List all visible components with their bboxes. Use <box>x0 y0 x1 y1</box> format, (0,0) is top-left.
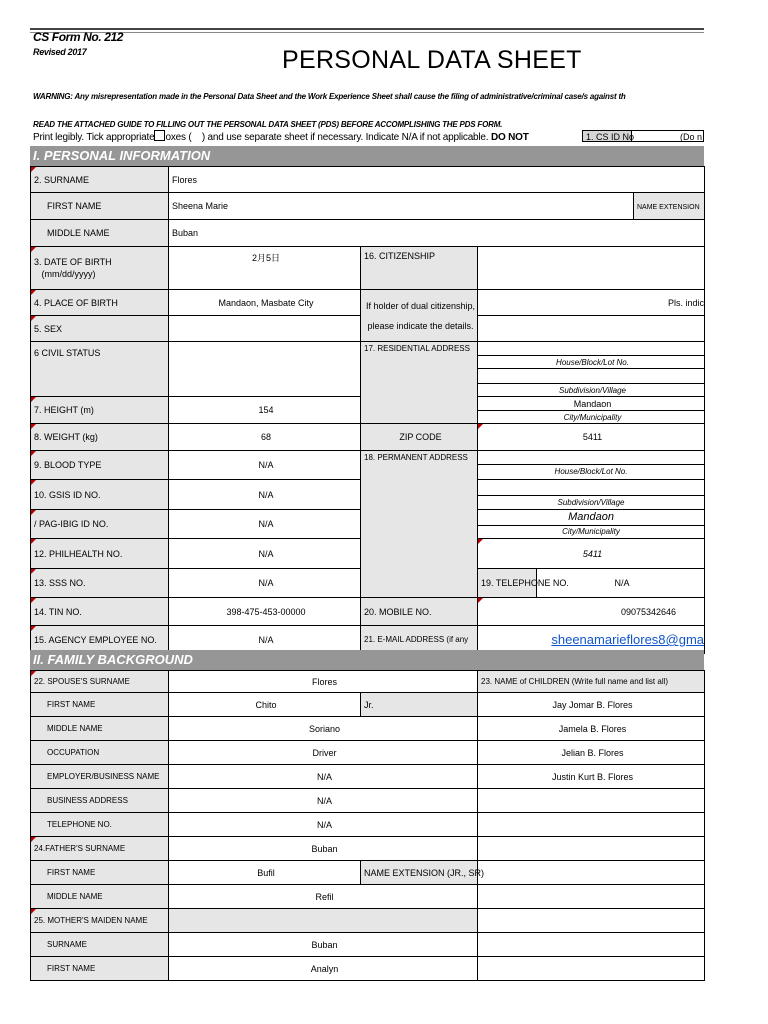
top-border <box>30 28 704 30</box>
height-value[interactable]: 154 <box>169 397 361 424</box>
child-2[interactable]: Jamela B. Flores <box>478 717 705 741</box>
spouse-middle-name-value[interactable]: Soriano <box>169 717 478 741</box>
employer-value[interactable]: N/A <box>169 765 478 789</box>
res-subdivision-value[interactable] <box>478 369 705 384</box>
dob-label-text: 3. DATE OF BIRTH <box>34 257 112 267</box>
form-number: CS Form No. 212 <box>33 30 124 44</box>
mobile-value[interactable]: 09075342646 <box>478 598 705 626</box>
blood-type-value[interactable]: N/A <box>169 451 361 480</box>
child-4[interactable]: Justin Kurt B. Flores <box>478 765 705 789</box>
read-guide-text: READ THE ATTACHED GUIDE TO FILLING OUT THE PERSONAL DATA SHEET (PDS) BEFORE ACCOMPLISHING THE PDS FORM. <box>33 120 503 129</box>
philhealth-label: 12. PHILHEALTH NO. <box>31 539 169 569</box>
citizenship-label: 16. CITIZENSHIP <box>361 247 478 290</box>
child-8[interactable] <box>478 861 705 885</box>
child-3[interactable]: Jelian B. Flores <box>478 741 705 765</box>
father-middle-name-value[interactable]: Refil <box>169 885 478 909</box>
spouse-surname-label: 22. SPOUSE'S SURNAME <box>31 671 169 693</box>
civil-status-label: 6 CIVIL STATUS <box>31 342 169 397</box>
res-zip-label: ZIP CODE <box>361 424 478 451</box>
res-zip-value[interactable]: 5411 <box>478 424 705 451</box>
mother-maiden-name-value <box>169 909 478 933</box>
name-extension-label: NAME EXTENSION <box>634 193 705 220</box>
occupation-label: OCCUPATION <box>31 741 169 765</box>
res-city-label: City/Municipality <box>478 411 705 424</box>
warning-text: WARNING: Any misrepresentation made in the Personal Data Sheet and the Work Experience Sheet shall cause the filing of administrative/criminal case/s against th <box>33 92 626 101</box>
agency-employee-value[interactable]: N/A <box>169 626 361 654</box>
mother-first-name-value[interactable]: Analyn <box>169 957 478 981</box>
sss-value[interactable]: N/A <box>169 569 361 598</box>
telephone-label: 19. TELEPHONE NO. <box>478 569 537 598</box>
child-7[interactable] <box>478 837 705 861</box>
perm-house-label: House/Block/Lot No. <box>554 467 628 476</box>
father-surname-label: 24.FATHER'S SURNAME <box>31 837 169 861</box>
res-house-value[interactable] <box>478 342 705 356</box>
sex-label: 5. SEX <box>31 316 169 342</box>
res-subdivision-label: Subdivision/Village <box>478 384 705 397</box>
child-10[interactable] <box>478 909 705 933</box>
surname-label: 2. SURNAME <box>31 167 169 193</box>
dob-value[interactable]: 2月5日 <box>169 247 361 290</box>
first-name-value[interactable]: Sheena Marie <box>169 193 634 220</box>
father-first-name-value[interactable]: Bufil <box>169 861 361 885</box>
dual-note-line1: If holder of dual citizenship, <box>365 300 476 311</box>
tin-value[interactable]: 398-475-453-00000 <box>169 598 361 626</box>
pagibig-value[interactable]: N/A <box>169 510 361 539</box>
section-family-background: II. FAMILY BACKGROUND <box>30 650 704 670</box>
pls-indicate-text: Pls. indic <box>478 290 705 316</box>
pagibig-label: / PAG-IBIG ID NO. <box>31 510 169 539</box>
dual-citizenship-country[interactable] <box>478 316 705 342</box>
sample-checkbox <box>154 130 165 141</box>
dob-format-text: (mm/dd/yyyy) <box>41 269 96 279</box>
child-5[interactable] <box>478 789 705 813</box>
spouse-name-extension[interactable]: Jr. <box>361 693 478 717</box>
spouse-surname-value[interactable]: Flores <box>169 671 478 693</box>
place-of-birth-label: 4. PLACE OF BIRTH <box>31 290 169 316</box>
spouse-first-name-value[interactable]: Chito <box>169 693 361 717</box>
surname-value[interactable]: Flores <box>169 167 705 193</box>
res-house-label: House/Block/Lot No. <box>478 356 705 369</box>
sss-label: 13. SSS NO. <box>31 569 169 598</box>
citizenship-value[interactable] <box>478 247 705 290</box>
mother-surname-value[interactable]: Buban <box>169 933 478 957</box>
telephone-value[interactable]: N/A <box>537 569 705 598</box>
children-label: 23. NAME of CHILDREN (Write full name and list all) <box>478 671 705 693</box>
philhealth-value[interactable]: N/A <box>169 539 361 569</box>
perm-subdivision-label: Subdivision/Village <box>557 498 625 507</box>
child-6[interactable] <box>478 813 705 837</box>
residential-address-label: 17. RESIDENTIAL ADDRESS <box>361 342 478 424</box>
height-label: 7. HEIGHT (m) <box>31 397 169 424</box>
gsis-label: 10. GSIS ID NO. <box>31 480 169 510</box>
child-1[interactable]: Jay Jomar B. Flores <box>478 693 705 717</box>
email-link[interactable]: sheenamarieflores8@gma <box>551 632 705 647</box>
employer-label: EMPLOYER/BUSINESS NAME <box>31 765 169 789</box>
res-city-value[interactable]: Mandaon <box>478 397 705 411</box>
personal-info-table <box>30 166 705 654</box>
weight-value[interactable]: 68 <box>169 424 361 451</box>
blood-type-label: 9. BLOOD TYPE <box>31 451 169 480</box>
perm-city-cell[interactable] <box>478 510 705 539</box>
mother-surname-label: SURNAME <box>31 933 169 957</box>
dual-note-line2: please indicate the details. <box>367 320 474 331</box>
middle-name-label: MIDDLE NAME <box>31 220 169 247</box>
middle-name-value[interactable]: Buban <box>169 220 705 247</box>
father-surname-value[interactable]: Buban <box>169 837 478 861</box>
dob-label <box>31 247 169 290</box>
place-of-birth-value[interactable]: Mandaon, Masbate City <box>169 290 361 316</box>
instructions-part-b: oxes ( <box>165 132 192 143</box>
permanent-address-label: 18. PERMANENT ADDRESS <box>361 451 478 598</box>
perm-city-label: City/Municipality <box>562 527 620 536</box>
revision-label: Revised 2017 <box>33 47 87 57</box>
agency-employee-label: 15. AGENCY EMPLOYEE NO. <box>31 626 169 654</box>
perm-house-cell[interactable] <box>478 451 705 480</box>
perm-subdivision-cell[interactable] <box>478 480 705 510</box>
page-title: PERSONAL DATA SHEET <box>282 46 582 74</box>
instructions-part-a: Print legibly. Tick appropriate <box>33 132 155 143</box>
perm-zip-value[interactable]: 5411 <box>478 539 705 569</box>
child-9[interactable] <box>478 885 705 909</box>
spouse-telephone-value[interactable]: N/A <box>169 813 478 837</box>
cs-id-note: (Do n <box>680 132 703 142</box>
instructions-text <box>33 130 529 143</box>
tin-label: 14. TIN NO. <box>31 598 169 626</box>
cs-id-label: 1. CS ID No <box>582 130 632 142</box>
spouse-first-name-label: FIRST NAME <box>31 693 169 717</box>
instructions-part-c: ) and use separate sheet if necessary. Indicate N/A if not applicable. <box>201 132 489 143</box>
gsis-value[interactable]: N/A <box>169 480 361 510</box>
top-border-inner <box>30 32 704 33</box>
weight-label: 8. WEIGHT (kg) <box>31 424 169 451</box>
dual-citizenship-note <box>361 290 478 342</box>
business-address-label: BUSINESS ADDRESS <box>31 789 169 813</box>
email-label: 21. E-MAIL ADDRESS (if any <box>361 626 478 654</box>
perm-city-value: Mandaon <box>478 510 704 526</box>
cs-id-field[interactable] <box>632 130 704 142</box>
business-address-value[interactable]: N/A <box>169 789 478 813</box>
father-name-extension-label: NAME EXTENSION (JR., SR) <box>361 861 478 885</box>
sex-value[interactable] <box>169 316 361 342</box>
spouse-telephone-label: TELEPHONE NO. <box>31 813 169 837</box>
spouse-middle-name-label: MIDDLE NAME <box>31 717 169 741</box>
father-middle-name-label: MIDDLE NAME <box>31 885 169 909</box>
mobile-label: 20. MOBILE NO. <box>361 598 478 626</box>
family-background-table <box>30 670 705 981</box>
mother-first-name-label: FIRST NAME <box>31 957 169 981</box>
civil-status-value[interactable] <box>169 342 361 397</box>
father-first-name-label: FIRST NAME <box>31 861 169 885</box>
section-personal-information: I. PERSONAL INFORMATION <box>30 146 704 166</box>
instructions-bold: DO NOT <box>490 132 529 143</box>
child-12[interactable] <box>478 957 705 981</box>
first-name-label: FIRST NAME <box>31 193 169 220</box>
mother-maiden-name-label: 25. MOTHER'S MAIDEN NAME <box>31 909 169 933</box>
child-11[interactable] <box>478 933 705 957</box>
occupation-value[interactable]: Driver <box>169 741 478 765</box>
